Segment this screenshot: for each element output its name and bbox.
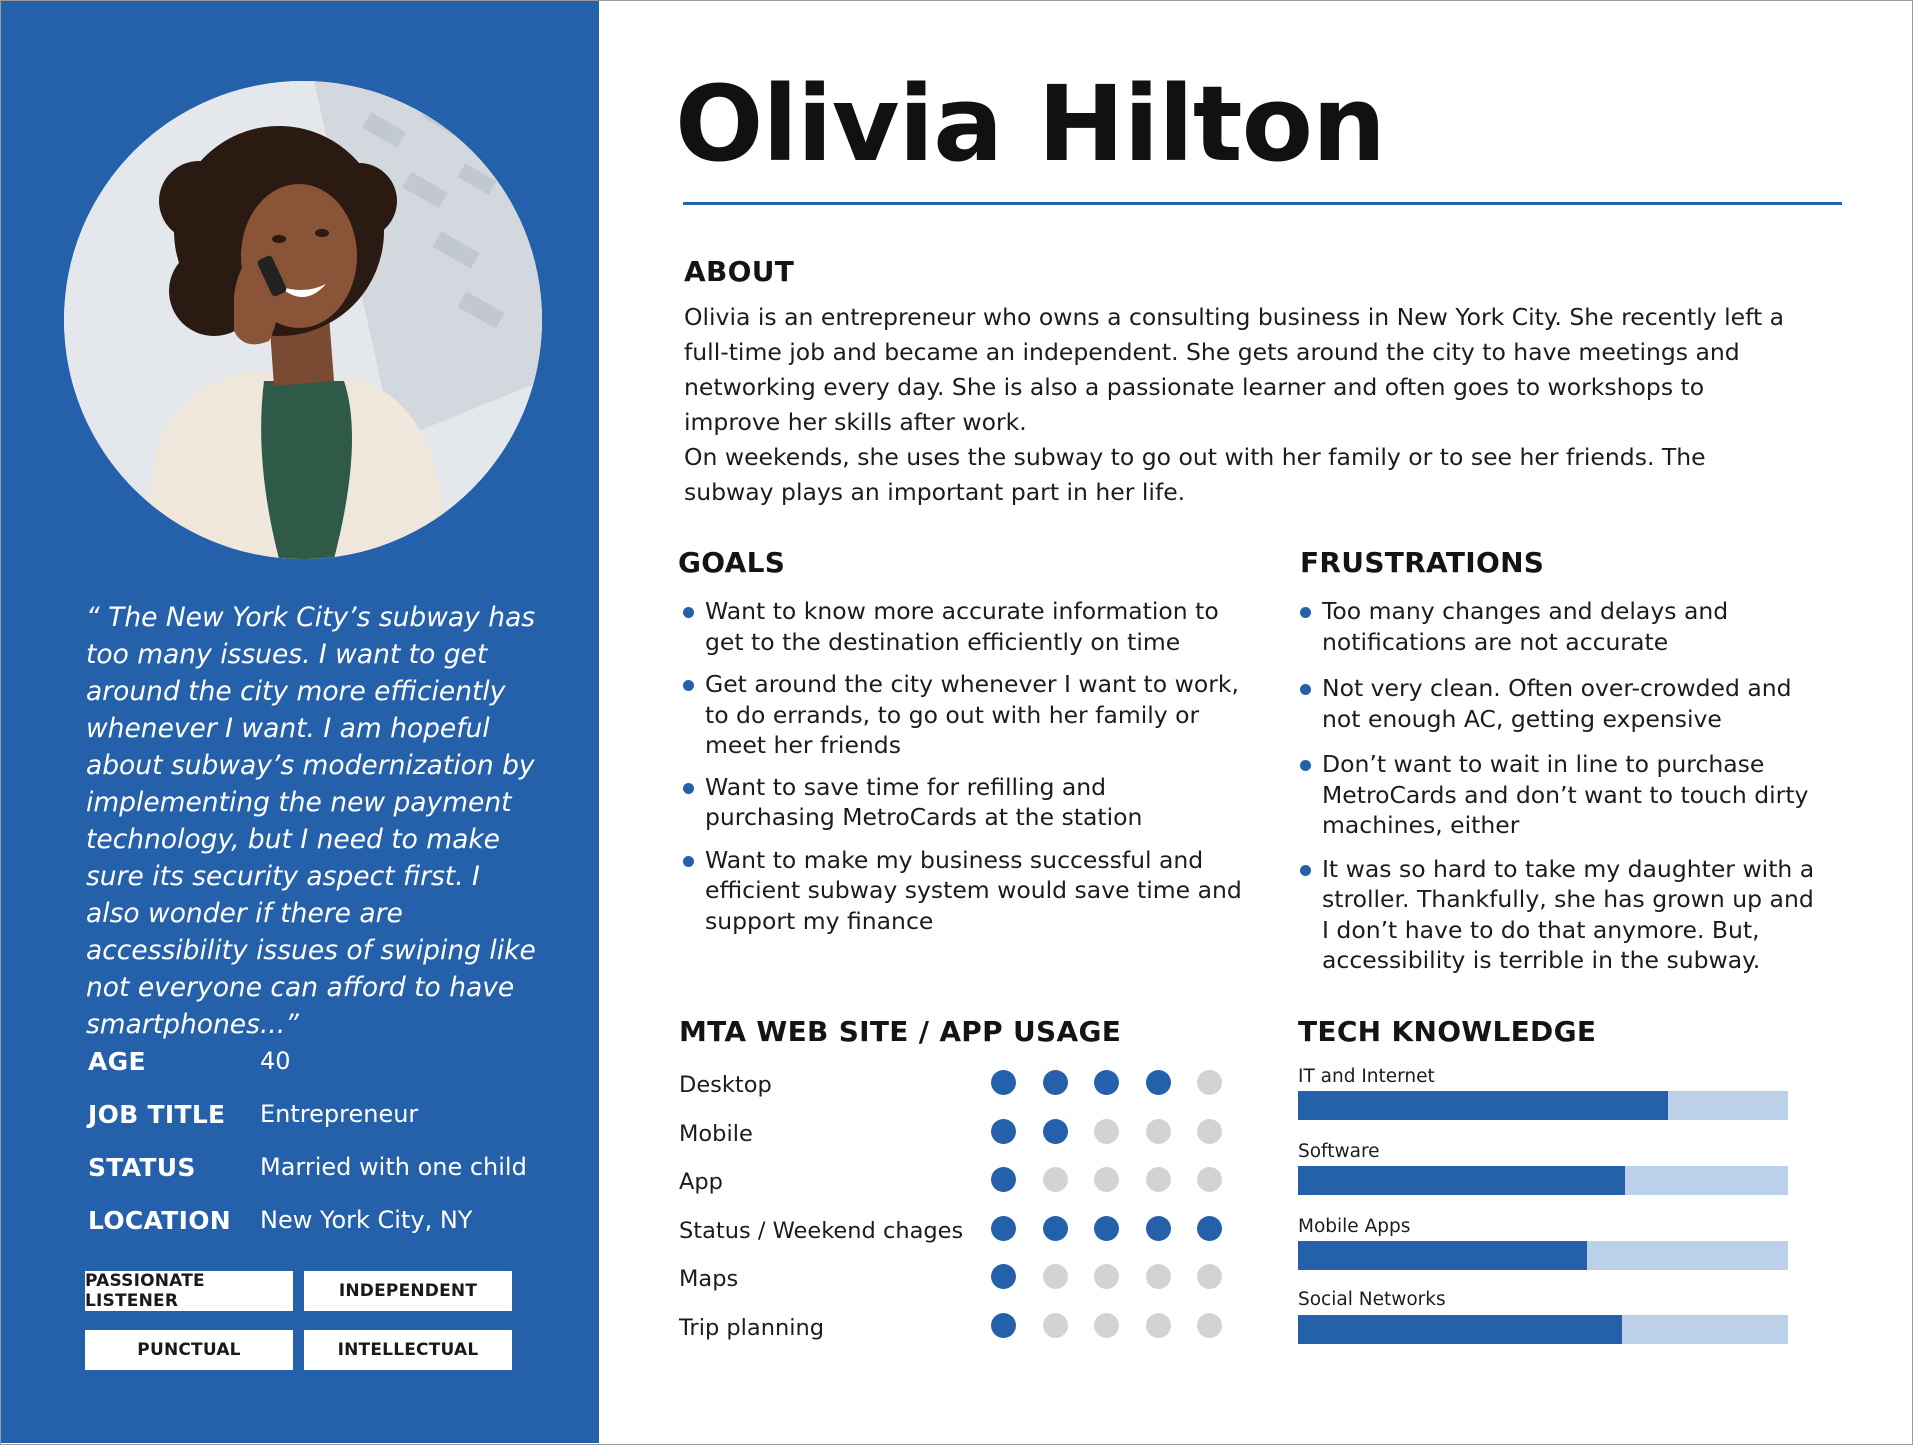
usage-label: Mobile xyxy=(679,1120,753,1147)
list-item: Get around the city whenever I want to work, to do errands, to go out with her family or meet her friends xyxy=(683,669,1243,761)
usage-label: Trip planning xyxy=(679,1314,825,1341)
list-item: Not very clean. Often over-crowded and not enough AC, getting expensive xyxy=(1300,673,1820,734)
usage-label: Status / Weekend chages xyxy=(679,1217,964,1244)
rating-dot-filled xyxy=(1094,1070,1119,1095)
rating-dot-filled xyxy=(1043,1070,1068,1095)
rating-dot-empty xyxy=(1094,1119,1119,1144)
usage-row xyxy=(679,1068,1229,1108)
rating-dot-empty xyxy=(1146,1167,1171,1192)
rating-dot-filled xyxy=(991,1167,1016,1192)
bullet-icon xyxy=(1300,684,1311,695)
usage-label: Maps xyxy=(679,1266,739,1292)
detail-row-job-title xyxy=(88,1100,558,1140)
tech-bar-fill xyxy=(1298,1091,1668,1120)
rating-dot-filled xyxy=(1146,1216,1171,1241)
rating-dot-filled xyxy=(991,1313,1016,1338)
persona-sidebar xyxy=(1,1,599,1443)
usage-row xyxy=(679,1165,1229,1205)
rating-dot-filled xyxy=(991,1119,1016,1144)
rating-dot-filled xyxy=(1094,1216,1119,1241)
rating-dot-empty xyxy=(1146,1119,1171,1144)
bullet-icon xyxy=(683,856,694,867)
goals-title: GOALS xyxy=(678,546,786,579)
rating-dot-empty xyxy=(1197,1264,1222,1289)
detail-value: 40 xyxy=(260,1047,291,1075)
rating-dot-empty xyxy=(1094,1167,1119,1192)
rating-dot-empty xyxy=(1043,1167,1068,1192)
rating-dot-filled xyxy=(1146,1070,1171,1095)
usage-row xyxy=(679,1262,1229,1302)
trait-tag: INTELLECTUAL xyxy=(304,1330,512,1370)
detail-value: Married with one child xyxy=(260,1153,527,1181)
list-item: Want to know more accurate information to get to the destination efficiently on time xyxy=(683,596,1243,657)
rating-dot-filled xyxy=(991,1216,1016,1241)
rating-dot-empty xyxy=(1197,1167,1222,1192)
rating-dot-empty xyxy=(1197,1313,1222,1338)
detail-label: JOB TITLE xyxy=(88,1100,226,1129)
persona-name: Olivia Hilton xyxy=(675,63,1386,185)
rating-dot-empty xyxy=(1197,1070,1222,1095)
bullet-icon xyxy=(1300,760,1311,771)
rating-dot-empty xyxy=(1146,1264,1171,1289)
detail-value: Entrepreneur xyxy=(260,1100,419,1128)
usage-title: MTA WEB SITE / APP USAGE xyxy=(679,1015,1122,1048)
rating-dot-filled xyxy=(991,1264,1016,1289)
frustrations-list xyxy=(1300,596,1820,976)
tech-bar-fill xyxy=(1298,1241,1587,1270)
detail-row-location xyxy=(88,1206,558,1246)
detail-label: AGE xyxy=(88,1047,146,1076)
rating-dot-filled xyxy=(1197,1216,1222,1241)
tech-bar-track xyxy=(1298,1241,1788,1270)
about-title: ABOUT xyxy=(684,255,795,288)
rating-dot-empty xyxy=(1043,1313,1068,1338)
rating-dot-empty xyxy=(1094,1313,1119,1338)
tech-label: Social Networks xyxy=(1298,1289,1446,1310)
trait-tag: PUNCTUAL xyxy=(85,1330,293,1370)
tech-title: TECH KNOWLEDGE xyxy=(1298,1015,1597,1048)
usage-row xyxy=(679,1117,1229,1157)
trait-tag: INDEPENDENT xyxy=(304,1271,512,1311)
bullet-icon xyxy=(1300,607,1311,618)
tech-label: Mobile Apps xyxy=(1298,1216,1411,1237)
detail-row-age xyxy=(88,1047,558,1087)
tech-bar-track xyxy=(1298,1091,1788,1120)
list-item: Want to save time for refilling and purchasing MetroCards at the station xyxy=(683,772,1243,833)
bullet-icon xyxy=(683,783,694,794)
rating-dot-filled xyxy=(1043,1119,1068,1144)
about-text xyxy=(684,300,1794,510)
tech-bar-track xyxy=(1298,1315,1788,1344)
title-divider xyxy=(683,202,1842,205)
tech-bar-fill xyxy=(1298,1166,1625,1195)
detail-value: New York City, NY xyxy=(260,1206,473,1234)
rating-dot-empty xyxy=(1043,1264,1068,1289)
usage-row xyxy=(679,1311,1229,1351)
rating-dot-empty xyxy=(1146,1313,1171,1338)
bullet-icon xyxy=(683,680,694,691)
list-item: Don’t want to wait in line to purchase MetroCards and don’t want to touch dirty machines, either xyxy=(1300,749,1820,841)
frustrations-title: FRUSTRATIONS xyxy=(1300,546,1545,579)
bullet-icon xyxy=(1300,865,1311,876)
persona-photo xyxy=(64,81,542,559)
bullet-icon xyxy=(683,607,694,618)
usage-row xyxy=(679,1214,1229,1254)
rating-dot-empty xyxy=(1094,1264,1119,1289)
usage-label: App xyxy=(679,1169,723,1195)
tech-label: Software xyxy=(1298,1141,1380,1162)
about-paragraph: Olivia is an entrepreneur who owns a consulting business in New York City. She recently left a full-time job and became an independent. She gets around the city to have meetings and networking every day. She is also a passionate learner and often goes to workshops to improve her skills after work. xyxy=(684,303,1785,436)
about-paragraph: On weekends, she uses the subway to go out with her family or to see her friends. The subway plays an important part in her life. xyxy=(684,443,1706,506)
tech-label: IT and Internet xyxy=(1298,1066,1435,1087)
usage-label: Desktop xyxy=(679,1072,772,1098)
list-item: It was so hard to take my daughter with a stroller. Thankfully, she has grown up and I don’t have to do that anymore. But, accessibility is terrible in the subway. xyxy=(1300,854,1820,976)
detail-label: LOCATION xyxy=(88,1206,231,1235)
goals-list xyxy=(683,596,1243,936)
list-item: Too many changes and delays and notifications are not accurate xyxy=(1300,596,1820,657)
rating-dot-filled xyxy=(1043,1216,1068,1241)
detail-label: STATUS xyxy=(88,1153,196,1182)
detail-row-status xyxy=(88,1153,558,1193)
rating-dot-filled xyxy=(991,1070,1016,1095)
tech-bar-fill xyxy=(1298,1315,1622,1344)
persona-quote: “ The New York City’s subway has too many issues. I want to get around the city more efficiently whenever I want. I am hopeful about subway’s modernization by implementing the new payment technology, but I need to make sure its security aspect first. I also wonder if there are accessibility issues of swiping like not everyone can afford to have smartphones...” xyxy=(86,602,536,1040)
tech-bar-track xyxy=(1298,1166,1788,1195)
list-item: Want to make my business successful and efficient subway system would save time and support my finance xyxy=(683,845,1243,937)
rating-dot-empty xyxy=(1197,1119,1222,1144)
trait-tag: PASSIONATE LISTENER xyxy=(85,1271,293,1311)
